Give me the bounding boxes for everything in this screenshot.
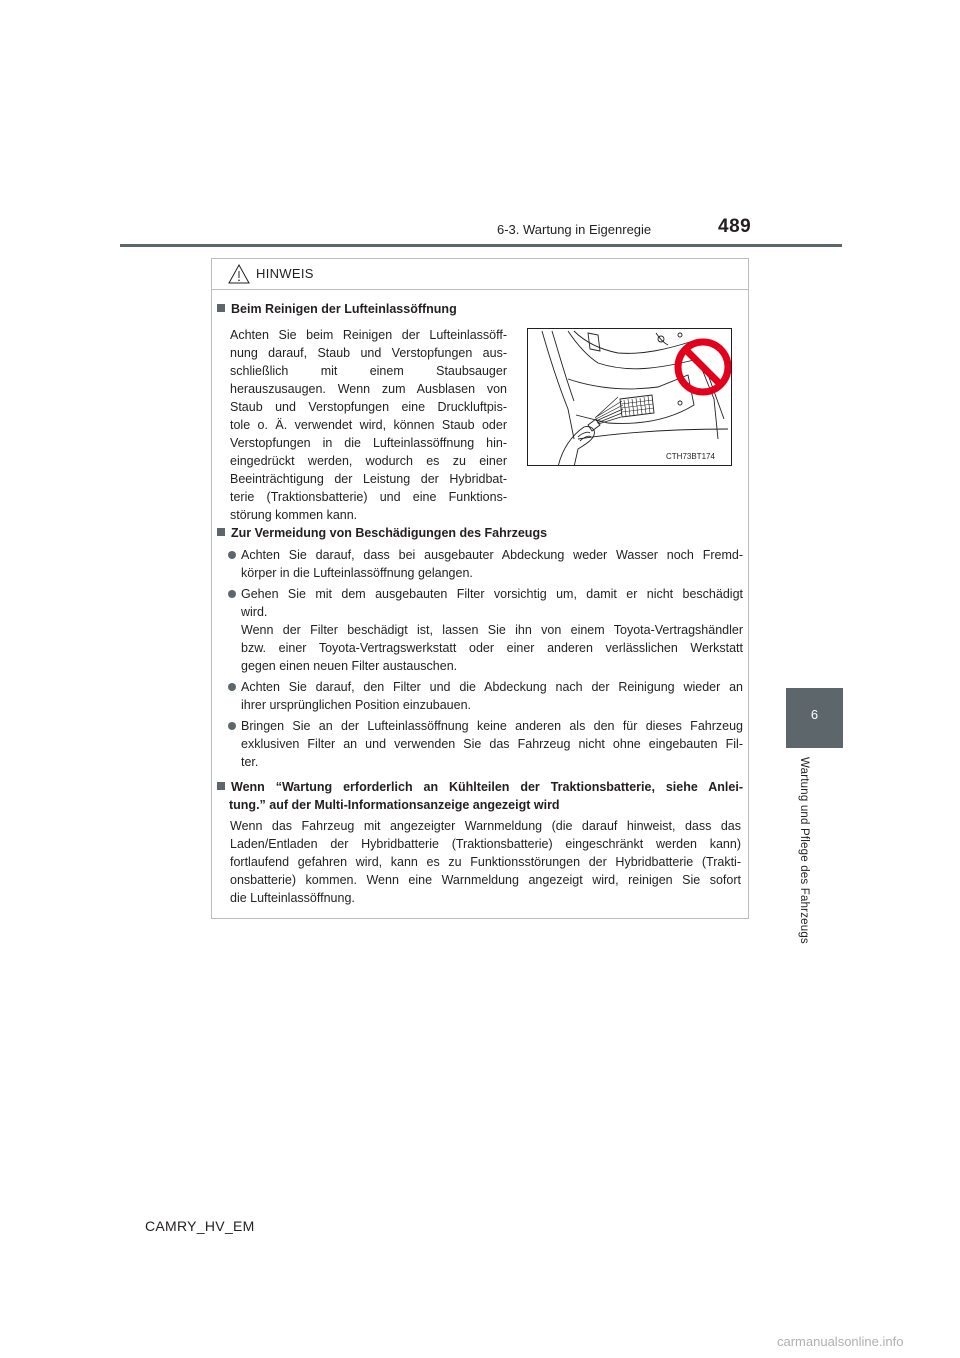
chapter-label: Wartung und Pflege des Fahrzeugs	[798, 757, 810, 944]
square-bullet-icon	[217, 304, 225, 312]
text-line: Staub und Verstopfungen eine Druckluftpis-	[230, 400, 507, 414]
text-line: körper in die Lufteinlassöffnung gelangen.	[241, 566, 473, 580]
illustration-air-intake-cleaning	[527, 328, 732, 466]
square-bullet-icon	[217, 528, 225, 536]
text-line: onsbatterie) kommen. Wenn eine Warnmeldung angezeigt wird, reinigen Sie sofort	[230, 873, 741, 887]
section3-title-line: tung.” auf der Multi-Informationsanzeige angezeigt wird	[229, 798, 560, 812]
text-line: gegen einen neuen Filter austauschen.	[241, 659, 458, 673]
figure-caption: CTH73BT174	[666, 452, 715, 461]
text-line: wird.	[241, 605, 268, 619]
text-line: Laden/Entladen der Hybridbatterie (Traktionsbatterie) eingeschränkt werden kann)	[230, 837, 741, 851]
text-line: Verstopfungen in die Lufteinlassöffnung hin-	[230, 436, 507, 450]
section1-paragraph	[230, 326, 507, 524]
bullet-dot-icon	[228, 590, 236, 598]
section1-title	[217, 300, 457, 318]
section3-title-text: Wenn “Wartung erforderlich an Kühlteilen der Traktionsbatterie, siehe Anlei-	[231, 780, 743, 794]
text-line: eingedrückt werden, wodurch es zu einer	[230, 454, 507, 468]
section2-title	[217, 524, 547, 542]
header-rule	[120, 244, 842, 247]
model-code: CAMRY_HV_EM	[145, 1218, 255, 1234]
text-line: Wenn der Filter beschädigt ist, lassen Sie ihn von einem Toyota-Vertragshändler	[241, 623, 743, 637]
section3-paragraph	[230, 817, 741, 907]
text-line: Wenn das Fahrzeug mit angezeigter Warnmeldung (die darauf hinweist, dass das	[230, 819, 741, 833]
bullet-dot-icon	[228, 551, 236, 559]
watermark: carmanualsonline.info	[777, 1334, 904, 1349]
text-line: Achten Sie beim Reinigen der Lufteinlassöff-	[230, 328, 507, 342]
bullet-item	[228, 717, 743, 771]
bullet-dot-icon	[228, 683, 236, 691]
text-line: die Lufteinlassöffnung.	[230, 891, 355, 905]
text-line: nung darauf, Staub und Verstopfungen aus-	[230, 346, 507, 360]
chapter-tab	[786, 688, 843, 748]
chapter-number: 6	[810, 707, 819, 722]
notice-title: HINWEIS	[256, 266, 314, 281]
text-line: Bringen Sie an der Lufteinlassöffnung keine anderen als den für dieses Fahrzeug	[241, 719, 743, 733]
section-header: 6-3. Wartung in Eigenregie	[497, 222, 652, 237]
text-line: störung kommen kann.	[230, 508, 358, 522]
page-number: 489	[718, 216, 752, 237]
bullet-item	[228, 678, 743, 714]
bullet-item	[228, 585, 743, 675]
text-line: ter.	[241, 755, 259, 769]
text-line: terie (Traktionsbatterie) und eine Funktions-	[230, 490, 507, 504]
bullet-dot-icon	[228, 722, 236, 730]
air-intake-illustration	[528, 329, 732, 466]
section3-title	[217, 778, 743, 814]
text-line: tole o. Ä. verwendet wird, können Staub oder	[230, 418, 507, 432]
text-line: exklusiven Filter an und verwenden Sie das Fahrzeug nicht ohne eingebauten Fil-	[241, 737, 743, 751]
section2-title-text: Zur Vermeidung von Beschädigungen des Fahrzeugs	[231, 526, 548, 540]
section3-title-line	[217, 778, 743, 796]
text-line: schließlich mit einem Staubsauger	[230, 364, 507, 378]
text-line: Achten Sie darauf, den Filter und die Abdeckung nach der Reinigung wieder an	[241, 680, 743, 694]
text-line: Gehen Sie mit dem ausgebauten Filter vorsichtig um, damit er nicht beschädigt	[241, 587, 743, 601]
text-line: herauszusaugen. Wenn zum Ausblasen von	[230, 382, 507, 396]
text-line: bzw. einer Toyota-Vertragswerkstatt oder einer anderen verlässlichen Werkstatt	[241, 641, 743, 655]
section1-title-text: Beim Reinigen der Lufteinlassöffnung	[231, 302, 457, 316]
text-line: ihrer ursprünglichen Position einzubauen.	[241, 698, 472, 712]
text-line: Beeinträchtigung der Leistung der Hybridbat-	[230, 472, 507, 486]
square-bullet-icon	[217, 782, 225, 790]
bullet-item	[228, 546, 743, 582]
text-line: Achten Sie darauf, dass bei ausgebauter Abdeckung weder Wasser noch Fremd-	[241, 548, 743, 562]
text-line: fortlaufend gefahren wird, kann es zu Funktionsstörungen der Hybridbatterie (Trakti-	[230, 855, 741, 869]
notice-header	[212, 259, 748, 290]
warning-icon	[228, 264, 250, 284]
